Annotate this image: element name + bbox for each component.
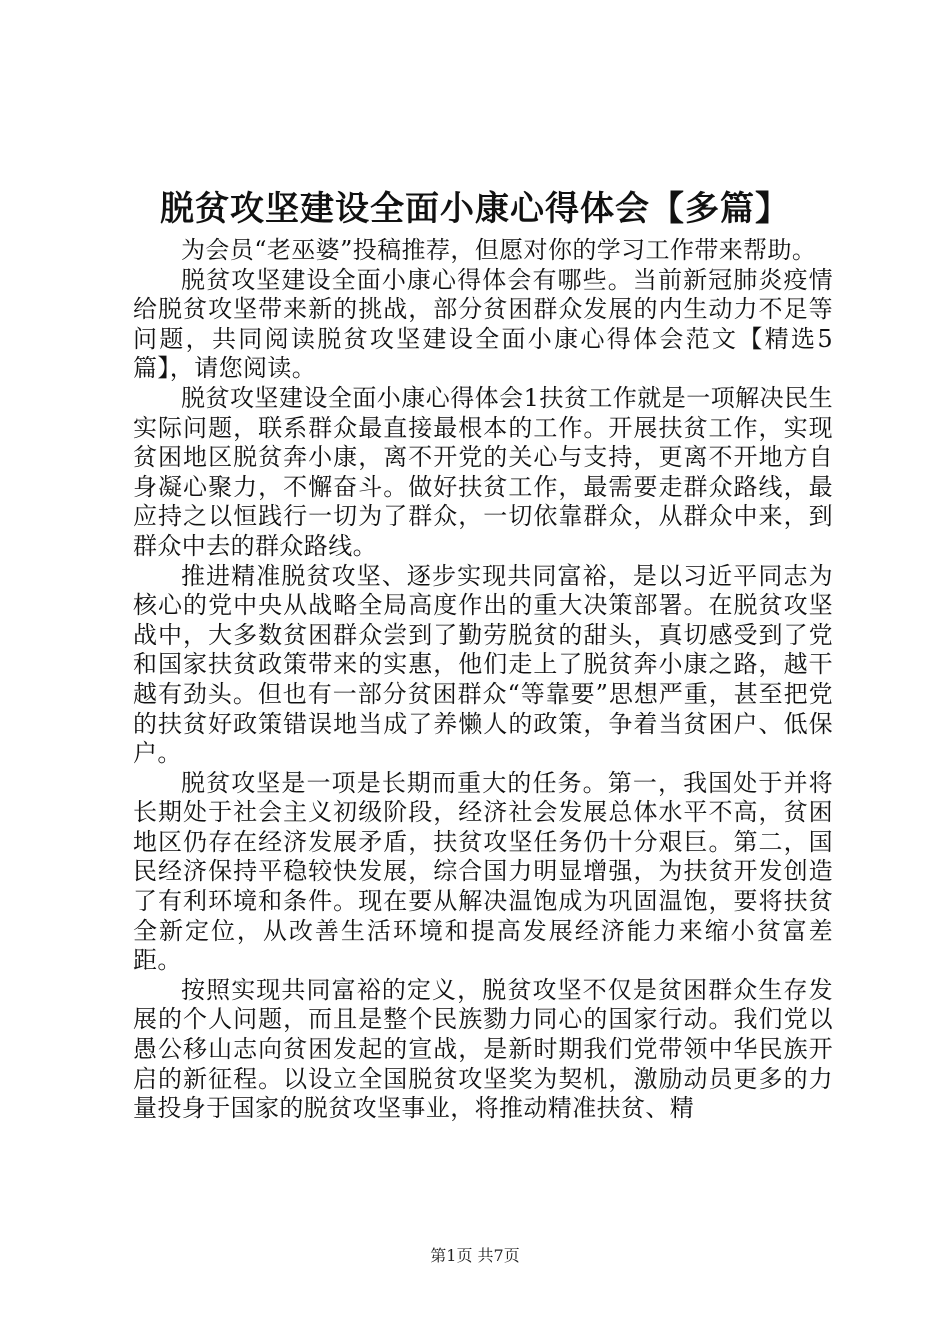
paragraph-essay-3: 脱贫攻坚是一项是长期而重大的任务。第一，我国处于并将长期处于社会主义初级阶段，经济社会发展总体水平不高，贫困地区仍存在经济发展矛盾，扶贫攻坚任务仍十分艰巨。第二，国民经济保持平稳较快发展，综合国力明显增强，为扶贫开发创造了有利环境和条件。现在要从解决温饱成为巩固温饱，要将扶贫全新定位，从改善生活环境和提高发展经济能力来缩小贫富差距。	[133, 768, 833, 975]
document-body	[133, 236, 833, 1124]
document-title: 脱贫攻坚建设全面小康心得体会【多篇】	[160, 189, 790, 229]
paragraph-intro: 为会员“老巫婆”投稿推荐，但愿对你的学习工作带来帮助。	[181, 236, 817, 264]
paragraph-essay-1: 脱贫攻坚建设全面小康心得体会1扶贫工作就是一项解决民生实际问题，联系群众最直接最根本的工作。开展扶贫工作，实现贫困地区脱贫奔小康，离不开党的关心与支持，更离不开地方自身凝心聚力，不懈奋斗。做好扶贫工作，最需要走群众路线，最应持之以恒践行一切为了群众，一切依靠群众，从群众中来，到群众中去的群众路线。	[133, 383, 833, 560]
paragraph-essay-4: 按照实现共同富裕的定义，脱贫攻坚不仅是贫困群众生存发展的个人问题，而且是整个民族勠力同心的国家行动。我们党以愚公移山志向贫困发起的宣战，是新时期我们党带领中华民族开启的新征程。以设立全国脱贫攻坚奖为契机，激励动员更多的力量投身于国家的脱贫攻坚事业，将推动精准扶贫、精	[133, 975, 833, 1123]
paragraph-essay-2: 推进精准脱贫攻坚、逐步实现共同富裕，是以习近平同志为核心的党中央从战略全局高度作出的重大决策部署。在脱贫攻坚战中，大多数贫困群众尝到了勤劳脱贫的甜头，真切感受到了党和国家扶贫政策带来的实惠，他们走上了脱贫奔小康之路，越干越有劲头。但也有一部分贫困群众“等靠要”思想严重，甚至把党的扶贫好政策错误地当成了养懒人的政策，争着当贫困户、低保户。	[133, 561, 833, 768]
paragraph-overview: 脱贫攻坚建设全面小康心得体会有哪些。当前新冠肺炎疫情给脱贫攻坚带来新的挑战，部分贫困群众发展的内生动力不足等问题，共同阅读脱贫攻坚建设全面小康心得体会范文【精选5篇】，请您阅读。	[133, 265, 833, 383]
page-number-footer: 第1页 共7页	[430, 1246, 520, 1265]
